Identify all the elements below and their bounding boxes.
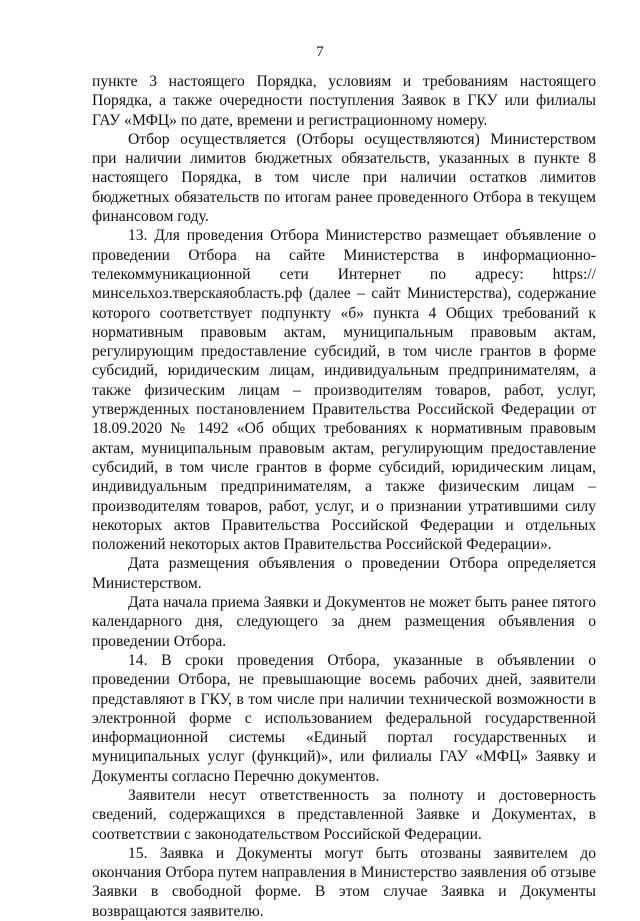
paragraph-item-15-withdrawal: 15. Заявка и Документы могут быть отозваны заявителем до окончания Отбора путем направления в Министерство заявления об отзыве Заявки в свободной форме. В этом случае Заявка и Документы возвращаются заявителю.	[92, 844, 596, 920]
paragraph-selection-funding: Отбор осуществляется (Отборы осуществляются) Министерством при наличии лимитов бюджетных обязательств, указанных в пункте 8 настоящего Порядка, в том числе при наличии остатков лимитов бюджетных обязательств по итогам ранее проведенного Отбора в текущем финансовом году.	[92, 130, 596, 226]
paragraph-continuation: пункте 3 настоящего Порядка, условиям и требованиям настоящего Порядка, а также очередности поступления Заявок в ГКУ или филиалы ГАУ «МФЦ» по дате, времени и регистрационному номеру.	[92, 73, 596, 129]
document-body	[92, 72, 596, 921]
paragraph-announcement-date: Дата размещения объявления о проведении Отбора определяется Министерством.	[92, 555, 596, 592]
paragraph-item-13-announcement: 13. Для проведения Отбора Министерство размещает объявление о проведении Отбора на сайте Министерства в информационно-телекоммуникационной сети Интернет по адресу: https://минсельхоз.тверскаяобласть.рф (далее – сайт Министерства), содержание которого соответствует подпункту «б» пункта 4 Общих требований к нормативным правовым актам, муниципальным правовым актам, регулирующим предоставление субсидий, в том числе грантов в форме субсидий, юридическим лицам, индивидуальным предпринимателям, а также физическим лицам – производителям товаров, работ, услуг, утвержденных постановлением Правительства Российской Федерации от 18.09.2020 № 1492 «Об общих требованиях к нормативным правовым актам, муниципальным правовым актам, регулирующим предоставление субсидий, в том числе грантов в форме субсидий, юридическим лицам, индивидуальным предпринимателям, а также физическим лицам – производителям товаров, работ, услуг, и о признании утратившими силу некоторых актов Правительства Российской Федерации и отдельных положений некоторых актов Правительства Российской Федерации».	[92, 227, 596, 554]
paragraph-application-start: Дата начала приема Заявки и Документов не может быть ранее пятого календарного дня, следующего за днем размещения объявления о проведении Отбора.	[92, 594, 596, 650]
paragraph-item-14-submission: 14. В сроки проведения Отбора, указанные в объявлении о проведении Отбора, не превышающие восемь рабочих дней, заявители представляют в ГКУ, в том числе при наличии технической возможности в электронной форме с использованием федеральной государственной информационной системы «Единый портал государственных и муниципальных услуг (функций)», или филиалы ГАУ «МФЦ» Заявку и Документы согласно Перечню документов.	[92, 651, 596, 785]
paragraph-applicant-responsibility: Заявители несут ответственность за полноту и достоверность сведений, содержащихся в представленной Заявке и Документах, в соответствии с законодательством Российской Федерации.	[92, 786, 596, 843]
page-number: 7	[316, 44, 324, 60]
